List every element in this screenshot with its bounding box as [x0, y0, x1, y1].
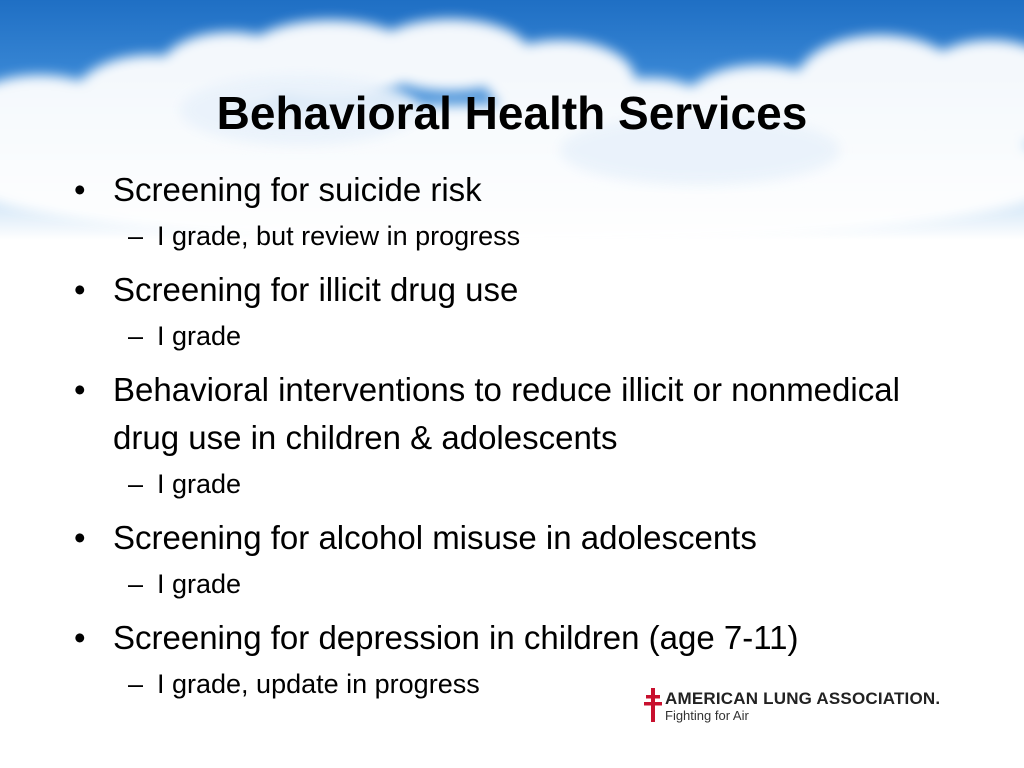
logo-name: AMERICAN LUNG ASSOCIATION.	[665, 689, 941, 708]
american-lung-association-logo	[643, 686, 983, 726]
bullet-item	[70, 366, 970, 506]
logo-tagline: Fighting for Air	[665, 708, 749, 723]
bullet-text: Behavioral interventions to reduce illicit or nonmedical drug use in children & adolescents	[113, 371, 900, 456]
bullet-item	[70, 166, 970, 258]
dash-icon: –	[128, 221, 144, 251]
bullet-text: Screening for suicide risk	[113, 171, 482, 208]
bullet-icon: •	[74, 519, 86, 556]
sub-text: I grade, but review in progress	[157, 221, 521, 251]
slide-title: Behavioral Health Services	[216, 87, 808, 139]
bullet-list	[70, 166, 970, 706]
sub-item	[113, 314, 970, 358]
bullet-icon: •	[74, 271, 86, 308]
sub-item	[113, 562, 970, 606]
bullet-item	[70, 266, 970, 358]
bullet-text: Screening for alcohol misuse in adolescents	[113, 519, 757, 556]
dash-icon: –	[128, 469, 144, 499]
double-barred-cross-icon	[643, 688, 663, 722]
bullet-icon: •	[74, 619, 86, 656]
sub-list	[113, 214, 970, 258]
sub-text: I grade	[157, 469, 242, 499]
sub-text: I grade, update in progress	[157, 669, 480, 699]
bullet-item	[70, 514, 970, 606]
sub-text: I grade	[157, 321, 242, 351]
sub-text: I grade	[157, 569, 242, 599]
dash-icon: –	[128, 569, 144, 599]
bullet-icon: •	[74, 371, 86, 408]
dash-icon: –	[128, 669, 144, 699]
bullet-text: Screening for illicit drug use	[113, 271, 519, 308]
sub-list	[113, 314, 970, 358]
sub-list	[113, 462, 970, 506]
bullet-text: Screening for depression in children (age 7-11)	[113, 619, 799, 656]
bullet-icon: •	[74, 171, 86, 208]
sub-item	[113, 462, 970, 506]
dash-icon: –	[128, 321, 144, 351]
sub-list	[113, 562, 970, 606]
sub-item	[113, 214, 970, 258]
